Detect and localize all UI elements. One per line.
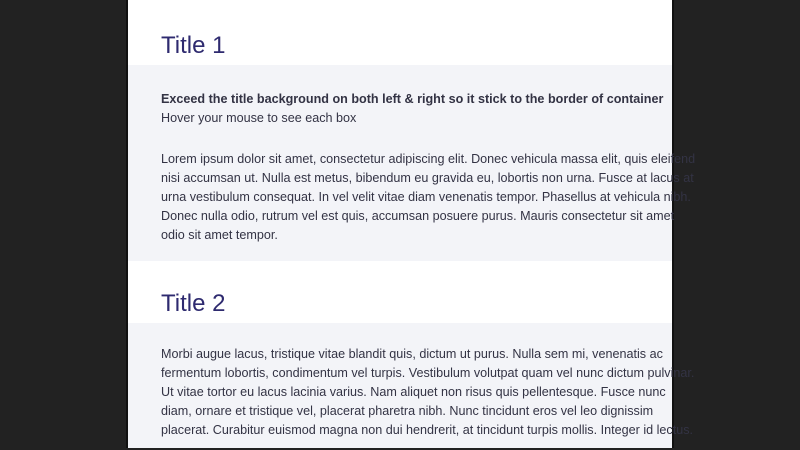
intro-text: Hover your mouse to see each box [161,111,357,125]
paragraph-line: nisi accumsan ut. Nulla est metus, bibendum eu gravida eu, lobortis non urna. Fusce at lacus at [161,171,694,185]
paragraph-line: fermentum lobortis, condimentum vel turpis. Vestibulum volutpat quam vel nunc dictum pulvinar. [161,366,695,380]
section-title-2: Title 2 [161,290,226,317]
paragraph-line: diam, ornare et tristique vel, placerat pharetra nibh. Nunc tincidunt eros vel leo dignissim [161,404,654,418]
paragraph-line: Morbi augue lacus, tristique vitae blandit quis, dictum ut purus. Nulla sem mi, venenatis ac [161,347,663,361]
paragraph-line: Ut vitae tortor eu lacus lacinia varius. Nam aliquet non risus quis pellentesque. Fusce nunc [161,385,666,399]
paragraph-line: urna vestibulum consequat. In vel velit vitae diam venenatis tempor. Phasellus at vehicula nibh. [161,190,691,204]
content-container [126,0,696,448]
paragraph-line: Donec nulla odio, rutrum vel est quis, accumsan posuere purus. Mauris consectetur sit amet [161,209,675,223]
paragraph-2 [161,345,695,440]
paragraph-1 [161,150,696,245]
section-box-1[interactable] [128,65,696,261]
section-title-1: Title 1 [161,32,226,59]
paragraph-line: placerat. Curabitur euismod magna non dui hendrerit, at tincidunt turpis mollis. Integer id lectus. [161,423,694,437]
intro-bold-text: Exceed the title background on both left & right so it stick to the border of container [161,92,664,106]
paragraph-line: Lorem ipsum dolor sit amet, consectetur adipiscing elit. Donec vehicula massa elit, quis eleifend [161,152,696,166]
paragraph-line: odio sit amet tempor. [161,228,278,242]
section-box-2[interactable] [128,323,695,448]
